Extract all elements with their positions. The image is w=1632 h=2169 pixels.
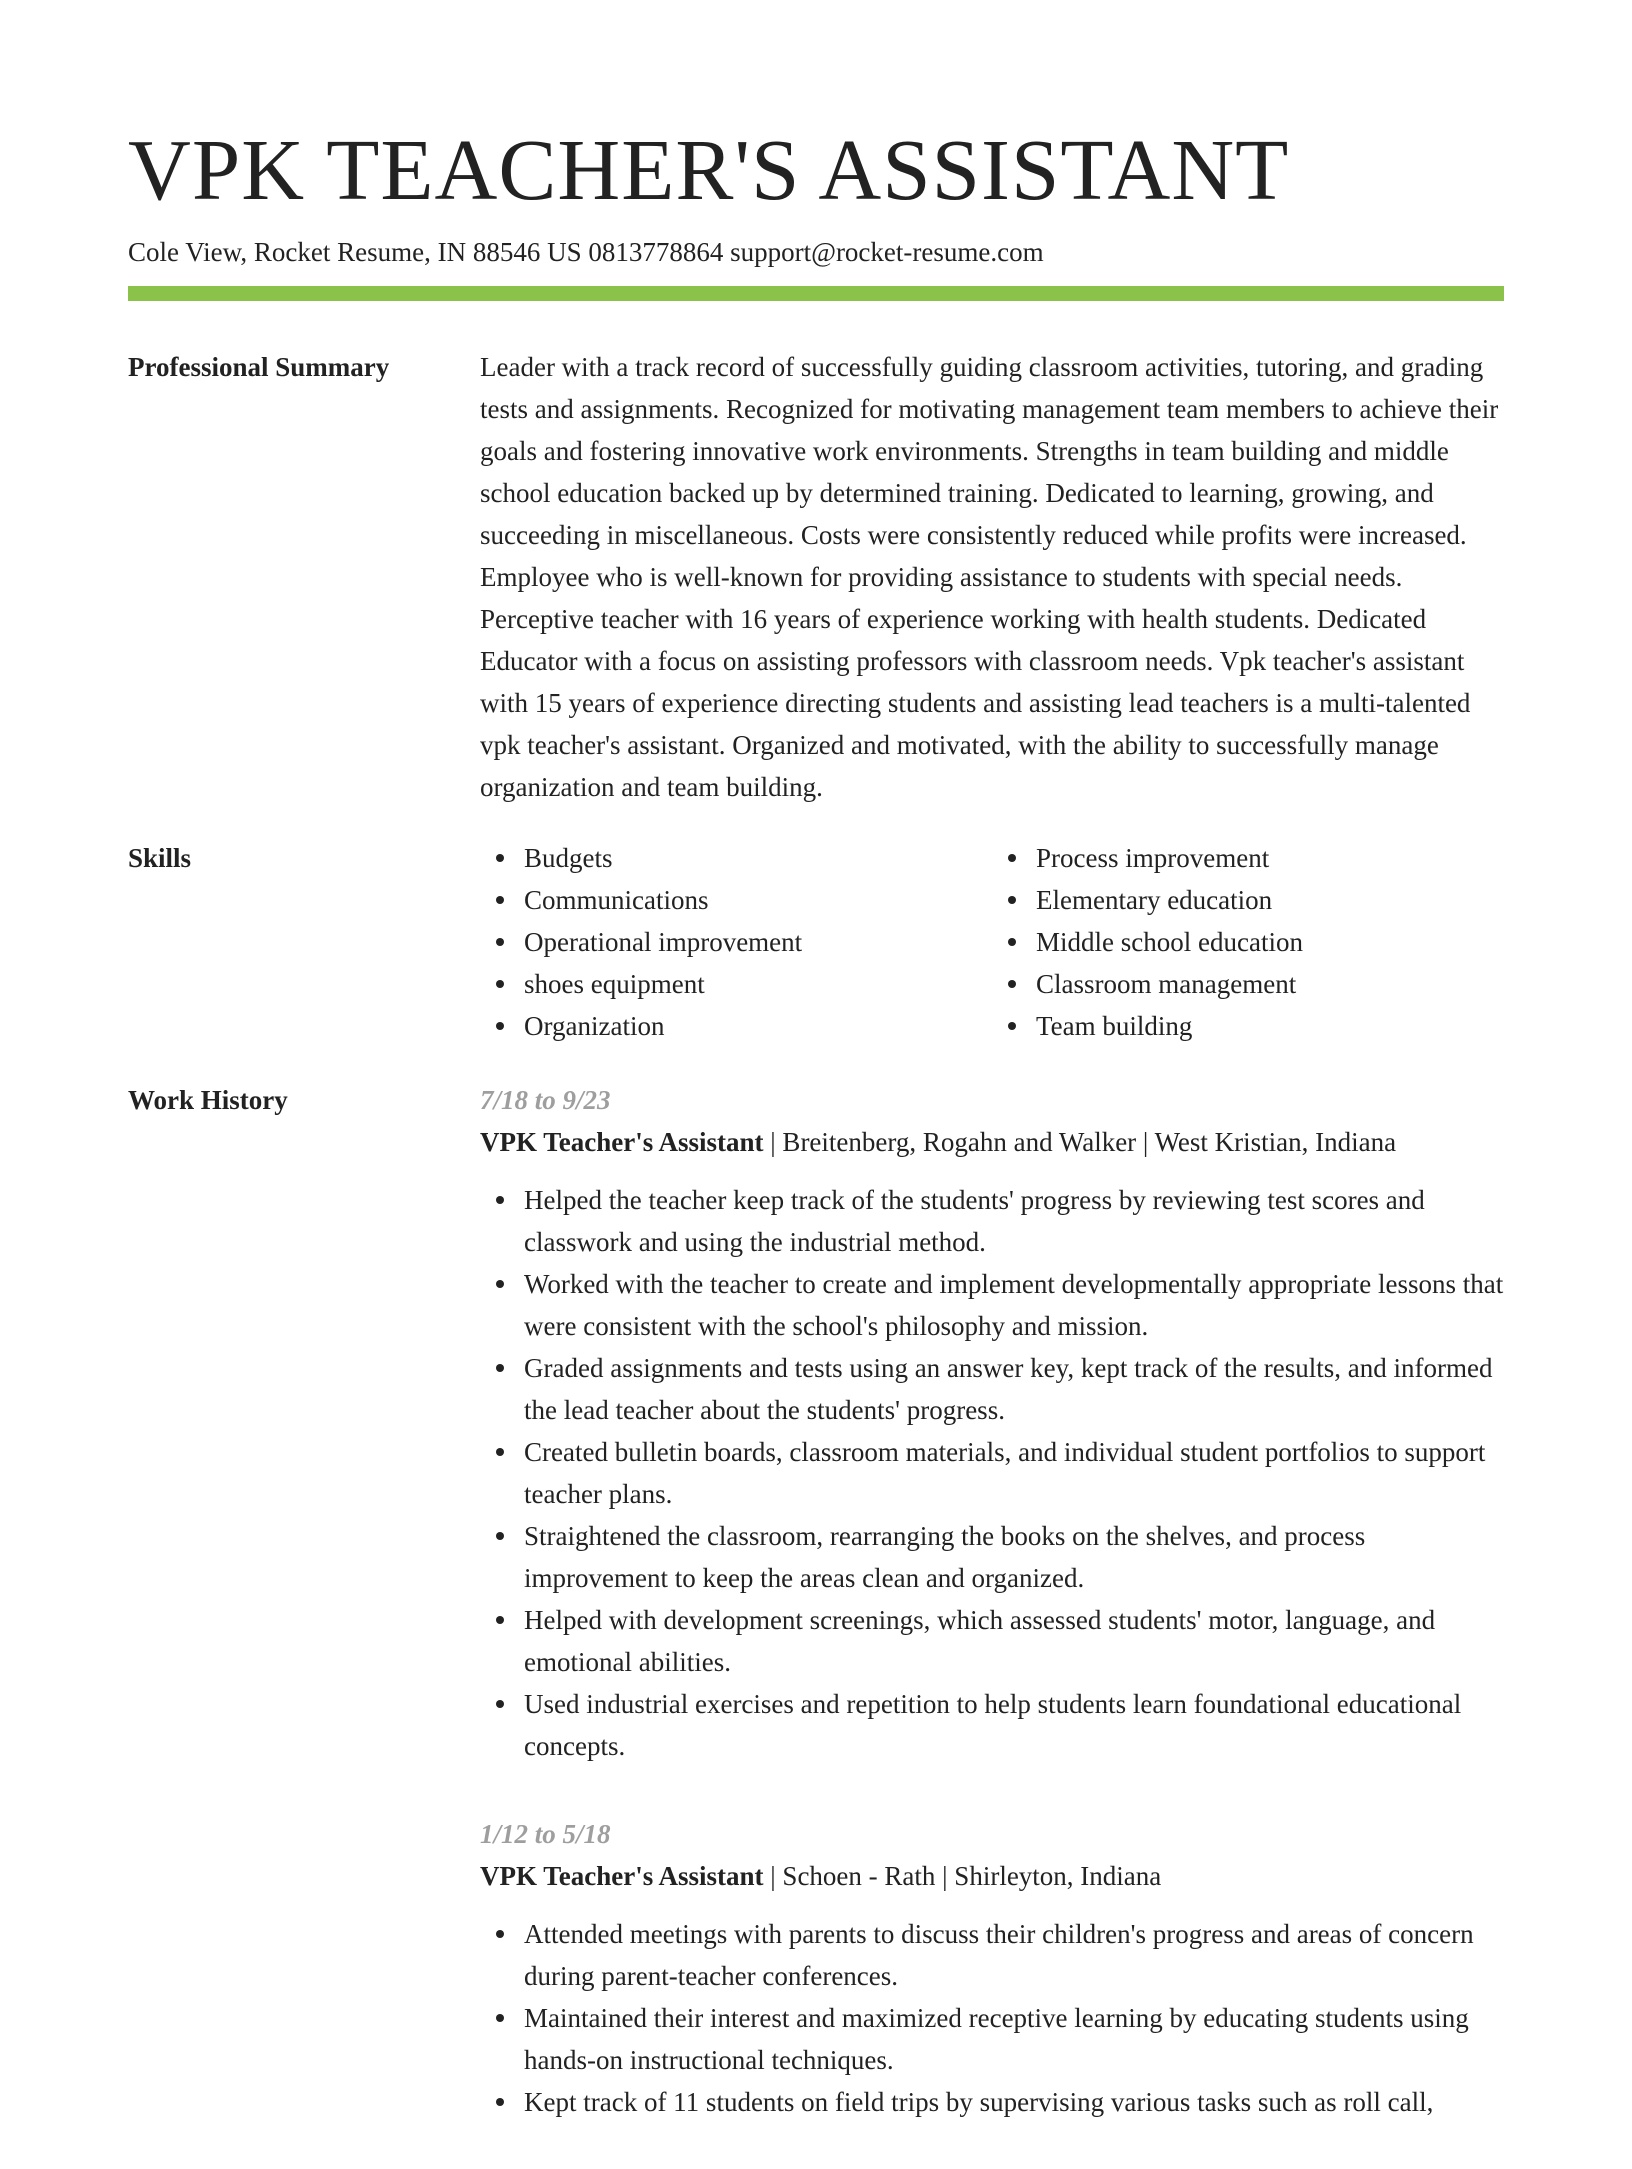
job-bullet: Created bulletin boards, classroom materials, and individual student portfolios to support teacher plans. [524, 1431, 1504, 1515]
resume-title: VPK TEACHER'S ASSISTANT [128, 121, 1290, 218]
skill-item: Middle school education [1036, 921, 1504, 963]
job-bullets [480, 1913, 1504, 2123]
skill-item: Organization [524, 1005, 992, 1047]
job-employer-location: | Breitenberg, Rogahn and Walker | West Kristian, Indiana [763, 1127, 1397, 1157]
job-heading [480, 1855, 1504, 1897]
skills-list [480, 837, 1504, 1047]
job-bullets [480, 1179, 1504, 1767]
summary-text: Leader with a track record of successfully guiding classroom activities, tutoring, and grading tests and assignments. Recognized for motivating management team members to achieve their goals and fostering innovative work environments. Strengths in team building and middle school education backed up by determined training. Dedicated to learning, growing, and succeeding in miscellaneous. Costs were consistently reduced while profits were increased. Employee who is well-known for providing assistance to students with special needs. Perceptive teacher with 16 years of experience working with health students. Dedicated Educator with a focus on assisting professors with classroom needs. Vpk teacher's assistant with 15 years of experience directing students and assisting lead teachers is a multi-talented vpk teacher's assistant. Organized and motivated, with the ability to successfully manage organization and team building. [480, 352, 1499, 802]
accent-divider [128, 286, 1504, 301]
contact-line: Cole View, Rocket Resume, IN 88546 US 0813778864 support@rocket-resume.com [128, 237, 1044, 267]
job-bullet: Attended meetings with parents to discuss their children's progress and areas of concern during parent-teacher conferences. [524, 1913, 1504, 1997]
skills-column-right [992, 837, 1504, 1047]
job-bullet: Kept track of 11 students on field trips by supervising various tasks such as roll call, [524, 2081, 1504, 2123]
skill-item: Budgets [524, 837, 992, 879]
job-employer-location: | Schoen - Rath | Shirleyton, Indiana [763, 1861, 1162, 1891]
job-bullet: Maintained their interest and maximized receptive learning by educating students using hands-on instructional techniques. [524, 1997, 1504, 2081]
section-label: Professional Summary [128, 352, 390, 382]
skill-item: Process improvement [1036, 837, 1504, 879]
job-bullet: Helped with development screenings, which assessed students' motor, language, and emotional abilities. [524, 1599, 1504, 1683]
skill-item: Communications [524, 879, 992, 921]
skill-item: Team building [1036, 1005, 1504, 1047]
skill-item: Elementary education [1036, 879, 1504, 921]
job-bullet: Used industrial exercises and repetition to help students learn foundational educational concepts. [524, 1683, 1504, 1767]
job-entry [480, 1813, 1504, 2123]
job-title: VPK Teacher's Assistant [480, 1127, 764, 1157]
job-entry [480, 1079, 1504, 1767]
section-label: Work History [128, 1085, 288, 1115]
job-heading [480, 1121, 1504, 1163]
skill-item: Operational improvement [524, 921, 992, 963]
work-history-body [480, 1079, 1504, 2169]
job-dates: 7/18 to 9/23 [480, 1085, 611, 1115]
job-bullet: Graded assignments and tests using an answer key, kept track of the results, and informed the lead teacher about the students' progress. [524, 1347, 1504, 1431]
job-title: VPK Teacher's Assistant [480, 1861, 764, 1891]
skill-item: Classroom management [1036, 963, 1504, 1005]
job-bullet: Straightened the classroom, rearranging the books on the shelves, and process improvement to keep the areas clean and organized. [524, 1515, 1504, 1599]
skill-item: shoes equipment [524, 963, 992, 1005]
section-label: Skills [128, 843, 192, 873]
resume-header [128, 118, 1504, 270]
job-dates: 1/12 to 5/18 [480, 1819, 611, 1849]
job-bullet: Helped the teacher keep track of the students' progress by reviewing test scores and classwork and using the industrial method. [524, 1179, 1504, 1263]
skills-column-left [480, 837, 992, 1047]
summary-body [480, 346, 1504, 808]
job-bullet: Worked with the teacher to create and implement developmentally appropriate lessons that were consistent with the school's philosophy and mission. [524, 1263, 1504, 1347]
